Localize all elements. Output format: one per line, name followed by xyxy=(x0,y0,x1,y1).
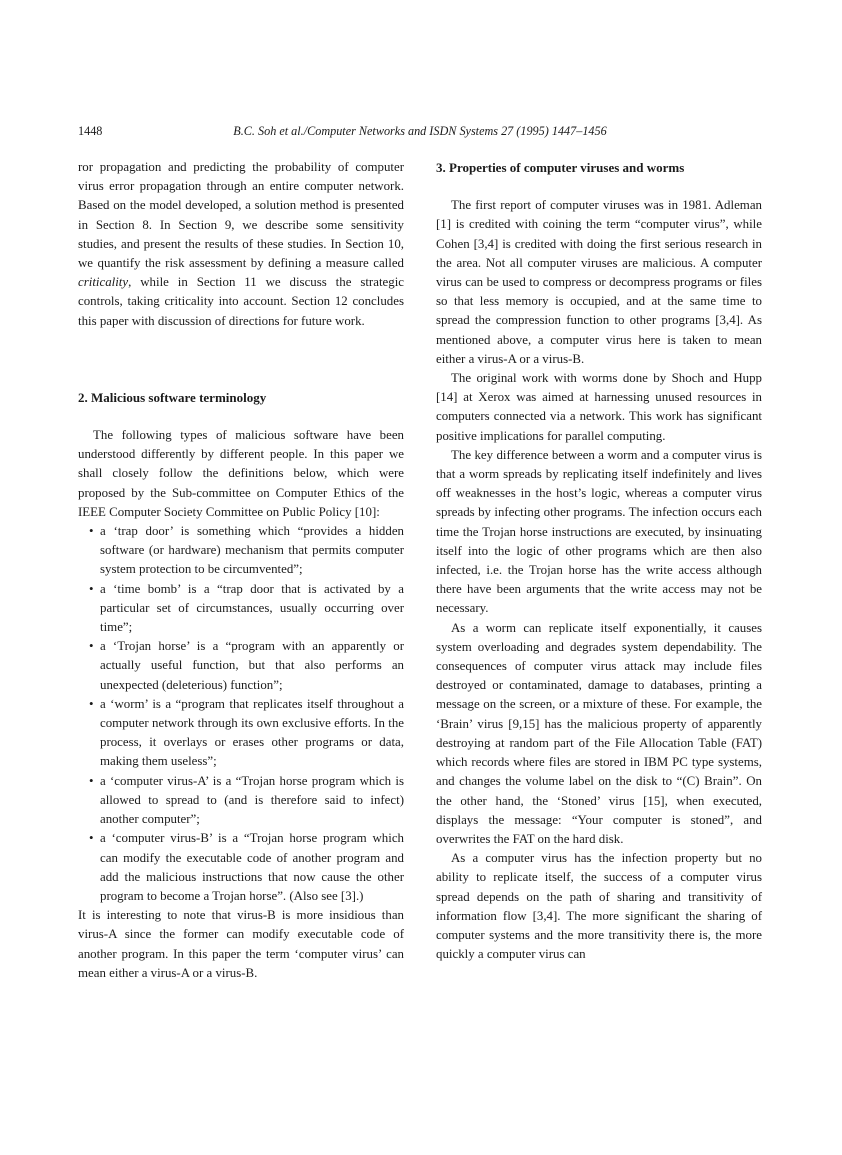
definition-virus-b: • a ‘computer virus-B’ is a “Trojan horse program which can modify the executable code of another program and add the malicious instructions that now cause the other program to become a Trojan horse”. (Also see [3].) xyxy=(89,831,404,903)
bullet-icon: • xyxy=(89,581,94,596)
intro-text-a: ror propagation and predicting the probability of computer virus error propagation through an entire computer network. Based on the model developed, a solution method is presented in Section 8. In Section 9, we describe some sensitivity studies, and present the results of these studies. In Section 10, we quantify the risk assessment by defining a measure called xyxy=(78,160,404,271)
definition-trap-door: • a ‘trap door’ is something which “provides a hidden software (or hardware) mechanism that permits computer system protection to be circumvented”; xyxy=(89,524,404,577)
running-header xyxy=(78,124,762,142)
section-2-heading: 2. Malicious software terminology xyxy=(78,389,267,405)
running-title: B.C. Soh et al./Computer Networks and ISDN Systems 27 (1995) 1447–1456 xyxy=(233,124,607,138)
bullet-icon: • xyxy=(89,524,94,539)
bullet-icon: • xyxy=(89,773,94,788)
bullet-icon: • xyxy=(89,639,94,654)
definition-list xyxy=(78,522,404,906)
bullet-icon: • xyxy=(89,831,94,846)
definition-worm: • a ‘worm’ is a “program that replicates itself throughout a computer network through its own exclusive efforts. In the process, it overlays or erases other programs or data, making them useless”; xyxy=(89,696,404,769)
section-3-paragraph-3: The key difference between a worm and a computer virus is that a worm spreads by replicating itself indefinitely and lives off weaknesses in the host’s logic, whereas a computer virus spreads by infecting other programs. The infection occurs each time the Trojan horse instructions are executed, by insinuating itself into the logic of other programs which are then also infected, i.e. the Trojan horse has the write access although there have been arguments that the write access may not be necessary. xyxy=(436,447,762,616)
section-3-paragraph-2: The original work with worms done by Shoch and Hupp [14] at Xerox was aimed at harnessing unused resources in computers connected via a network. This work has significant positive implications for parallel computing. xyxy=(436,371,762,443)
section-2-closing: It is interesting to note that virus-B is more insidious than virus-A since the former can modify executable code of another program. In this paper the term ‘computer virus’ can mean either a virus-A or a virus-B. xyxy=(78,908,404,980)
section-3-paragraph-4: As a worm can replicate itself exponentially, it causes system overloading and degrades system dependability. The consequences of computer virus attack may include files destroyed or contaminated, damage to databases, printing a message on the screen, or a mixture of these. For example, the ‘Brain’ virus [9,15] has the malicious property of apparently destroying at random part of the File Allocation Table (FAT) which records where files are stored in IBM PC type systems, and changes the volume label on the disk to “(C) Brain”. On the other hand, the ‘Stoned’ virus [15], when executed, displays the message: “Your computer is stoned”, and overwrites the FAT on the hard disk. xyxy=(436,620,762,846)
page-number: 1448 xyxy=(78,124,103,138)
intro-paragraph xyxy=(78,158,404,331)
section-3-paragraph-1: The first report of computer viruses was in 1981. Adleman [1] is credited with coining the term “computer virus”, while Cohen [3,4] is credited with doing the first serious research in the area. Not all computer viruses are malicious. A computer virus can be used to compress or decompress programs or files so that less memory is occupied, and at the same time to spread the compression function to other programs [3,4]. As mentioned above, a computer virus here is taken to mean either a virus-A or a virus-B. xyxy=(436,198,762,366)
definition-time-bomb: • a ‘time bomb’ is a “trap door that is activated by a particular set of circumstances, usually occurring over time”; xyxy=(89,581,404,635)
definition-virus-a: • a ‘computer virus-A’ is a “Trojan horse program which is allowed to spread to (and is therefore said to infect) another computer”; xyxy=(89,773,404,827)
section-3-paragraph-5: As a computer virus has the infection property but no ability to replicate itself, the success of a computer virus spread depends on the path of sharing and transitivity of information flow [3,4]. The more significant the sharing of computer systems and the more transitivity there is, the more quickly a computer virus can xyxy=(436,851,762,962)
definition-trojan-horse: • a ‘Trojan horse’ is a “program with an apparently or actually useful function, but that also performs an unexpected (deleterious) function”; xyxy=(89,639,404,692)
right-column xyxy=(436,158,762,964)
left-column xyxy=(78,158,404,983)
criticality-term: criticality xyxy=(78,275,129,290)
section-2-intro: The following types of malicious software have been understood differently by different people. In this paper we shall closely follow the definitions below, which were proposed by the Sub-committee on Computer Ethics of the IEEE Computer Society Committee on Public Policy [10]: xyxy=(78,428,404,519)
section-3-heading: 3. Properties of computer viruses and worms xyxy=(436,160,685,175)
bullet-icon: • xyxy=(89,696,94,711)
intro-text-b: , while in Section 11 we discuss the strategic controls, taking criticality into account. Section 12 concludes this paper with discussion of directions for future work. xyxy=(78,275,404,328)
